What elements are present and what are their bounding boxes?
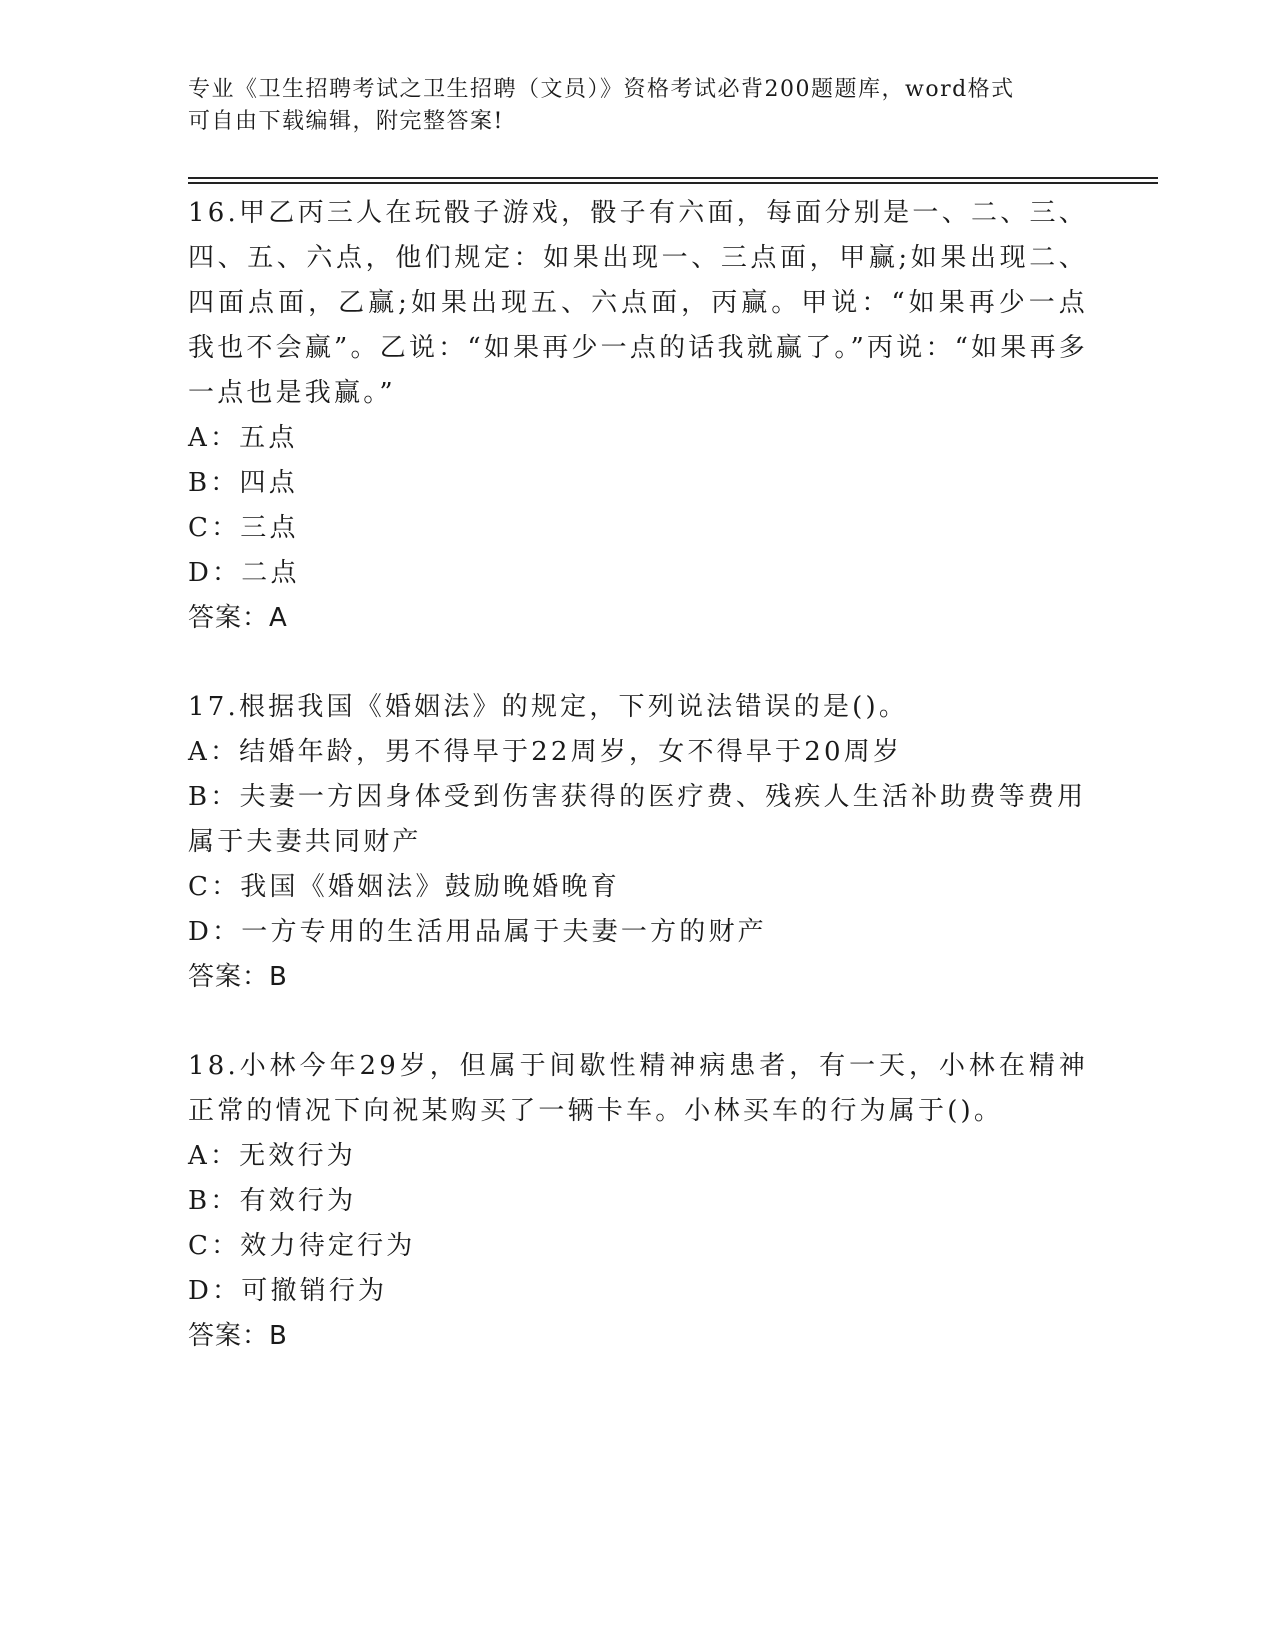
question-17 xyxy=(188,685,1088,1000)
option-a: A：五点 xyxy=(188,423,298,453)
option-c: C：我国《婚姻法》鼓励晚婚晚育 xyxy=(188,872,620,902)
option-b: B：四点 xyxy=(188,468,298,498)
option-d: D：一方专用的生活用品属于夫妻一方的财产 xyxy=(188,917,767,947)
header-divider-bottom xyxy=(188,182,1158,184)
question-16 xyxy=(188,191,1088,641)
question-18 xyxy=(188,1044,1088,1359)
header-line-1: 专业《卫生招聘考试之卫生招聘（文员）》资格考试必背200题题库，word格式 xyxy=(188,77,1015,102)
option-d: D：可撤销行为 xyxy=(188,1276,388,1306)
option-c: C：三点 xyxy=(188,513,299,543)
option-a: A：结婚年龄，男不得早于22周岁，女不得早于20周岁 xyxy=(188,737,903,767)
question-list xyxy=(188,191,1088,1403)
document-header xyxy=(188,74,1088,138)
question-stem: 17.根据我国《婚姻法》的规定，下列说法错误的是()。 xyxy=(188,692,909,722)
answer-line: 答案：A xyxy=(188,603,288,633)
option-d: D：二点 xyxy=(188,558,300,588)
option-a: A：无效行为 xyxy=(188,1141,356,1171)
answer-line: 答案：B xyxy=(188,1321,288,1351)
option-c: C：效力待定行为 xyxy=(188,1231,416,1261)
header-line-2: 可自由下载编辑，附完整答案! xyxy=(188,109,504,134)
question-stem: 16.甲乙丙三人在玩骰子游戏，骰子有六面，每面分别是一、二、三、四、五、六点，他们规定：如果出现一、三点面，甲赢;如果出现二、四面点面，乙赢;如果出现五、六点面，丙赢。甲说：“如果再少一点我也不会赢”。乙说：“如果再少一点的话我就赢了。”丙说：“如果再多一点也是我赢。” xyxy=(188,198,1088,408)
answer-line: 答案：B xyxy=(188,962,288,992)
option-b: B：有效行为 xyxy=(188,1186,357,1216)
option-b: B：夫妻一方因身体受到伤害获得的医疗费、残疾人生活补助费等费用属于夫妻共同财产 xyxy=(188,782,1087,857)
question-stem: 18.小林今年29岁，但属于间歇性精神病患者，有一天，小林在精神正常的情况下向祝某购买了一辆卡车。小林买车的行为属于()。 xyxy=(188,1051,1088,1126)
header-divider-top xyxy=(188,177,1158,179)
